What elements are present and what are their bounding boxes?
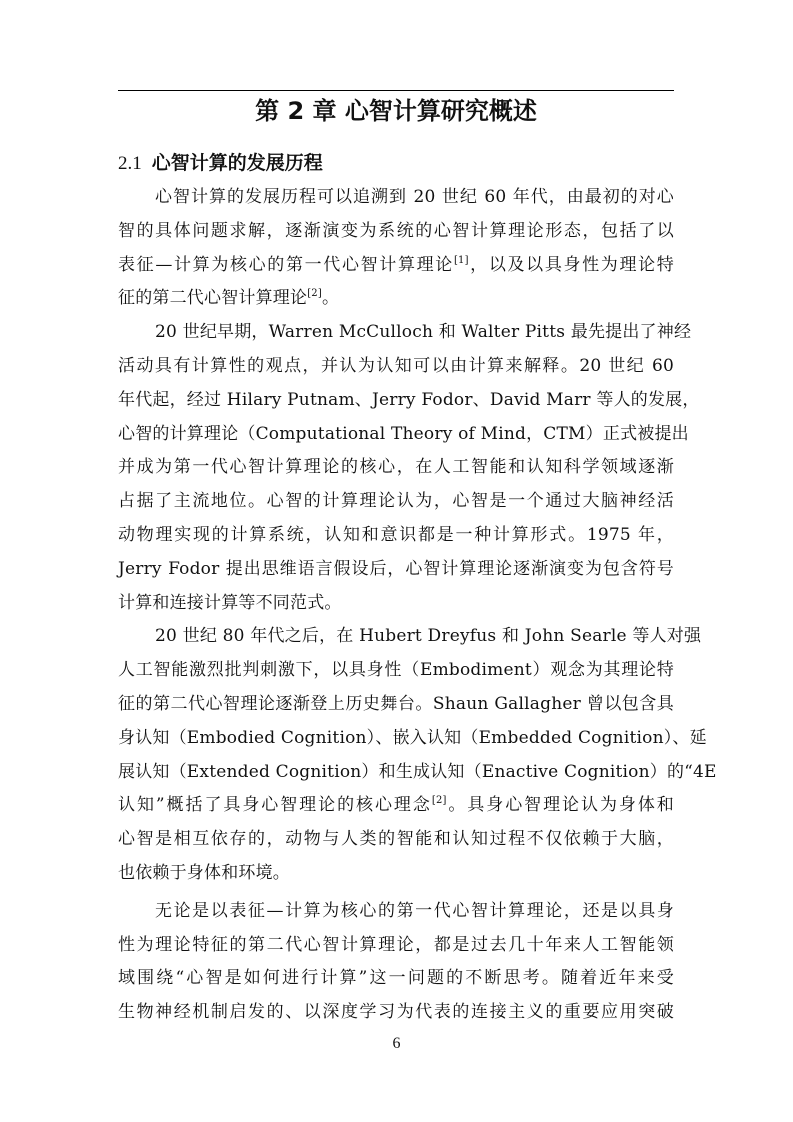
citation-ref: [1] [453, 254, 469, 266]
text-line [118, 688, 674, 722]
line-text: 占据了主流地位。心智的计算理论认为，心智是一个通过大脑神经活 [118, 491, 674, 512]
line-text-after: 。 [321, 288, 340, 309]
text-line [118, 451, 674, 485]
citation-ref: [2] [431, 795, 447, 807]
line-text: 年代起，经过 Hilary Putnam、Jerry Fodor、David Marr 等人的发展， [118, 389, 700, 410]
line-text: Jerry Fodor 提出思维语言假设后，心智计算理论逐渐演变为包含符号 [118, 558, 674, 579]
text-line [118, 895, 674, 929]
text-line [118, 996, 674, 1030]
line-text: 智的具体问题求解，逐渐演变为系统的心智计算理论形态，包括了以 [118, 220, 674, 241]
line-text-after: 。具身心智理论认为身体和 [446, 795, 675, 816]
header-rule [118, 90, 674, 91]
line-text: 20 世纪早期，Warren McCulloch 和 Walter Pitts 最先提出了神经 [155, 322, 692, 343]
line-text: 20 世纪 80 年代之后，在 Hubert Dreyfus 和 John Searle 等人对强 [155, 626, 702, 647]
text-line [118, 249, 674, 283]
text-line [118, 282, 674, 316]
text-line [118, 350, 674, 384]
line-text: 心智的计算理论（Computational Theory of Mind，CTM）正式被提出 [118, 423, 689, 444]
text-line [118, 756, 717, 790]
line-text: 性为理论特征的第二代心智计算理论，都是过去几十年来人工智能领 [118, 934, 674, 955]
text-line [118, 962, 674, 996]
line-text-after: ，以及以具身性为理论特 [468, 254, 674, 275]
line-text: 域围绕“心智是如何进行计算”这一问题的不断思考。随着近年来受 [118, 968, 674, 989]
text-line [118, 485, 674, 519]
text-line [118, 519, 674, 553]
text-line [118, 789, 674, 823]
line-text: 人工智能激烈批判刺激下，以具身性（Embodiment）观念为其理论特 [118, 660, 674, 681]
section-heading-text: 心智计算的发展历程 [151, 152, 323, 174]
text-line [118, 418, 689, 452]
line-text: 计算和连接计算等不同范式。 [118, 592, 342, 613]
line-text: 身认知（Embodied Cognition）、嵌入认知（Embedded Cognition）、延 [118, 727, 707, 748]
section-number: 2.1 [118, 153, 142, 174]
chapter-title: 第 2 章 心智计算研究概述 [255, 97, 537, 125]
page-number: 6 [392, 1035, 401, 1052]
line-text: 活动具有计算性的观点，并认为认知可以由计算来解释。20 世纪 60 [118, 355, 674, 376]
text-line [118, 654, 674, 688]
text-line [118, 587, 674, 621]
line-text: 生物神经机制启发的、以深度学习为代表的连接主义的重要应用突破 [118, 1002, 674, 1023]
text-line [118, 857, 674, 891]
text-line [118, 620, 702, 654]
line-text: 征的第二代心智理论逐渐登上历史舞台。Shaun Gallagher 曾以包含具 [118, 693, 674, 714]
text-line [118, 553, 674, 587]
text-line [118, 823, 674, 857]
text-line [118, 316, 692, 350]
citation-ref: [2] [307, 288, 322, 300]
text-line [118, 215, 674, 249]
section-title [118, 148, 674, 179]
line-text: 也依赖于身体和环境。 [118, 862, 290, 883]
text-line [118, 929, 674, 963]
line-text: 动物理实现的计算系统，认知和意识都是一种计算形式。1975 年， [118, 524, 674, 545]
body-text [118, 181, 717, 1030]
line-text: 心智是相互依存的，动物与人类的智能和认知过程不仅依赖于大脑， [118, 829, 674, 850]
line-text: 认知”概括了具身心智理论的核心理念 [118, 795, 432, 816]
text-line [118, 384, 700, 418]
line-text: 表征—计算为核心的第一代心智计算理论 [118, 254, 454, 275]
text-line [118, 722, 707, 756]
line-text: 征的第二代心智计算理论 [118, 288, 308, 309]
line-text: 并成为第一代心智计算理论的核心，在人工智能和认知科学领域逐渐 [118, 457, 674, 478]
line-text: 展认知（Extended Cognition）和生成认知（Enactive Cognition）的“4E [118, 761, 717, 782]
line-text: 心智计算的发展历程可以追溯到 20 世纪 60 年代，由最初的对心 [155, 187, 674, 207]
text-line [118, 181, 674, 215]
line-text: 无论是以表征—计算为核心的第一代心智计算理论，还是以具身 [155, 900, 674, 921]
